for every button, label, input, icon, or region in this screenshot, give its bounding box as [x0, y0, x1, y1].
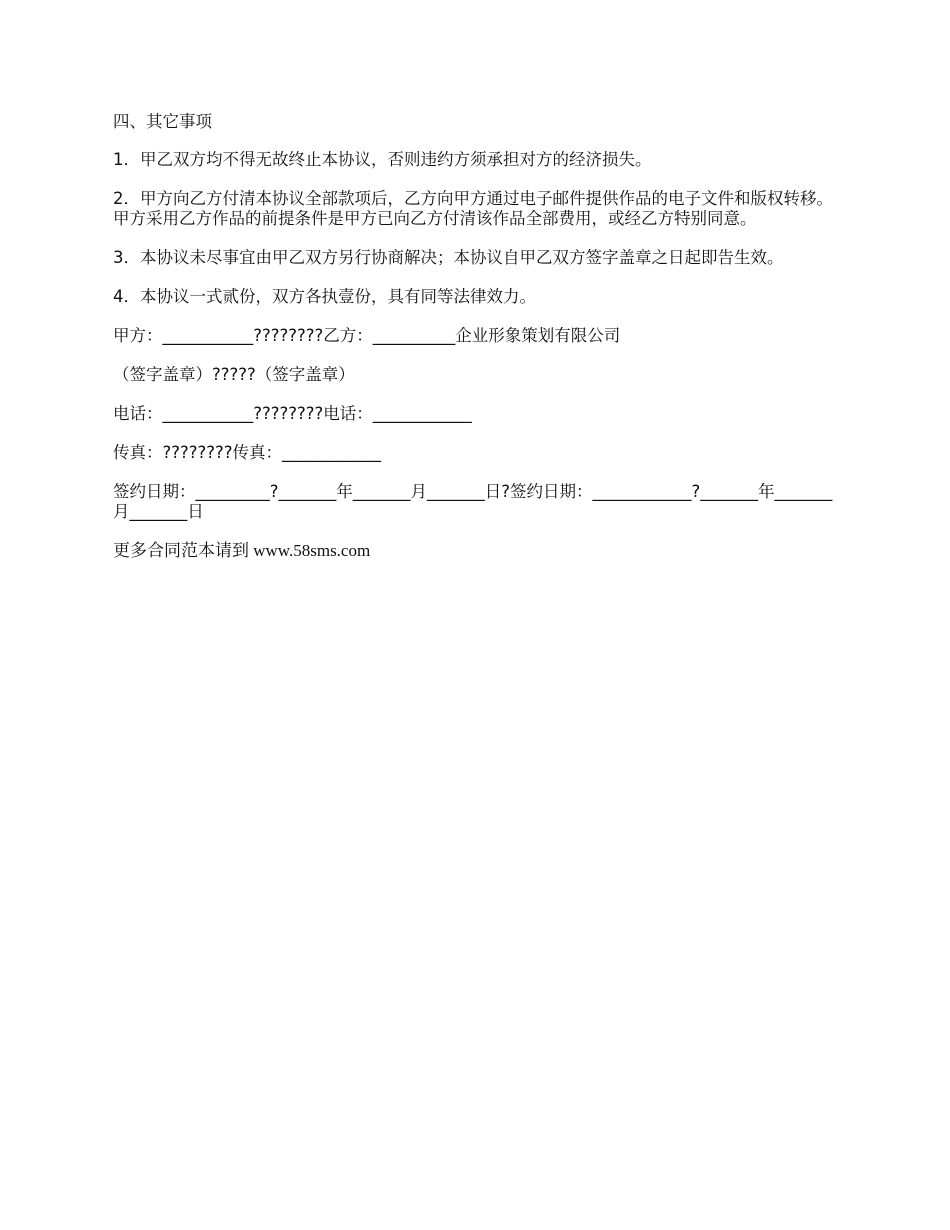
clause-3: 3．本协议未尽事宜由甲乙双方另行协商解决；本协议自甲乙双方签字盖章之日起即告生效。	[113, 248, 784, 267]
clause-2: 2．甲方向乙方付清本协议全部款项后，乙方向甲方通过电子邮件提供作品的电子文件和版权转移。甲方采用乙方作品的前提条件是甲方已向乙方付清该作品全部费用，或经乙方特别同意。	[113, 189, 833, 228]
section-heading: 四、其它事项	[113, 112, 212, 131]
party-signature-line: 甲方：___________????????乙方：__________企业形象策划有限公司	[113, 326, 621, 345]
clause-1: 1．甲乙双方均不得无故终止本协议，否则违约方须承担对方的经济损失。	[113, 150, 652, 169]
clause-4: 4．本协议一式贰份，双方各执壹份，具有同等法律效力。	[113, 287, 536, 306]
signing-date-line: 签约日期：_________?_______年_______月_______日?签约日期：____________?_______年_______月_______日	[113, 482, 833, 521]
footer-note: 更多合同范本请到 www.58sms.com	[113, 541, 371, 560]
phone-line: 电话：___________????????电话：____________	[113, 404, 472, 423]
contract-page	[113, 112, 835, 580]
seal-line: （签字盖章）?????（签字盖章）	[113, 365, 355, 384]
fax-line: 传真：????????传真：____________	[113, 443, 382, 462]
